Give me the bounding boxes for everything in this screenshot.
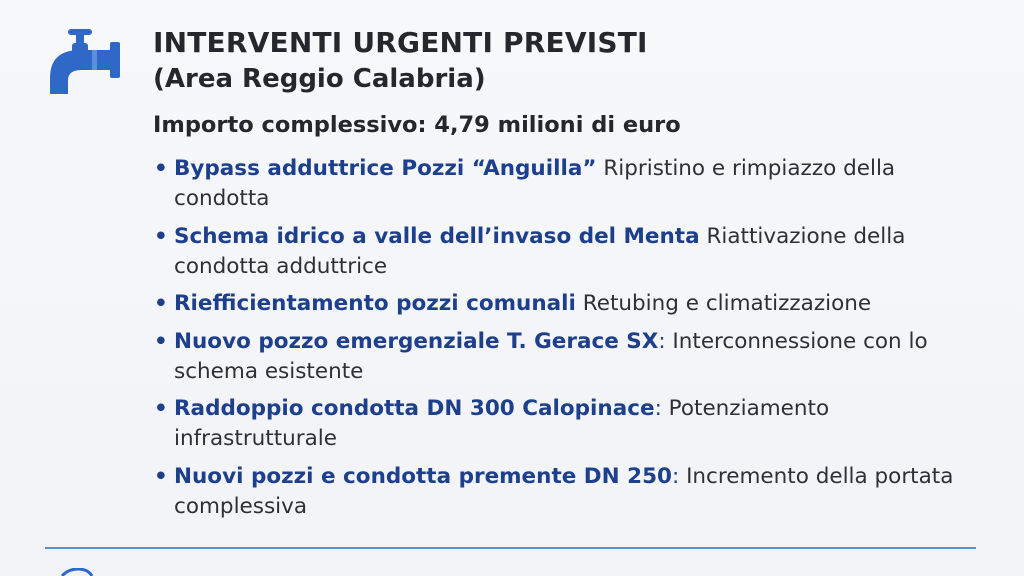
item-title: Schema idrico a valle dell’invaso del Menta: [174, 223, 700, 249]
page-subtitle: (Area Reggio Calabria): [153, 64, 486, 94]
item-title: Riefficientamento pozzi comunali: [174, 291, 576, 316]
item-title: Nuovi pozzi e condotta premente DN 250: [174, 463, 672, 489]
logo-icon: [58, 568, 106, 576]
item-description: Riattivazione della condotta adduttrice: [174, 223, 906, 279]
item-separator: :: [658, 328, 666, 354]
list-item: [148, 289, 988, 319]
item-description: Potenziamento infrastrutturale: [174, 396, 830, 451]
bullet-icon: •: [154, 396, 168, 421]
total-amount: Importo complessivo: 4,79 milioni di euro: [153, 112, 681, 138]
bullet-icon: •: [154, 291, 168, 316]
item-separator: :: [672, 463, 680, 489]
list-item: [148, 394, 988, 454]
item-description: Incremento della portata complessiva: [174, 463, 954, 519]
item-title: Bypass adduttrice Pozzi “Anguilla”: [174, 156, 597, 181]
item-title: Raddoppio condotta DN 300 Calopinace: [174, 396, 655, 421]
list-item: [148, 222, 988, 282]
list-item: [148, 154, 988, 214]
page-title: INTERVENTI URGENTI PREVISTI: [153, 26, 648, 59]
interventions-list: [148, 154, 988, 529]
bullet-icon: •: [154, 328, 168, 354]
bullet-icon: •: [154, 156, 168, 181]
item-description: Interconnessione con lo schema esistente: [174, 328, 928, 384]
item-separator: :: [654, 396, 662, 421]
water-tap-icon: [48, 28, 122, 94]
list-item: [148, 327, 988, 387]
footer-divider: [45, 547, 976, 549]
item-description: Retubing e climatizzazione: [582, 291, 872, 316]
list-item: [148, 462, 988, 522]
item-description: Ripristino e rimpiazzo della condotta: [174, 156, 896, 211]
bullet-icon: •: [154, 223, 168, 249]
bullet-icon: •: [154, 463, 168, 489]
item-title: Nuovo pozzo emergenziale T. Gerace SX: [174, 328, 659, 354]
